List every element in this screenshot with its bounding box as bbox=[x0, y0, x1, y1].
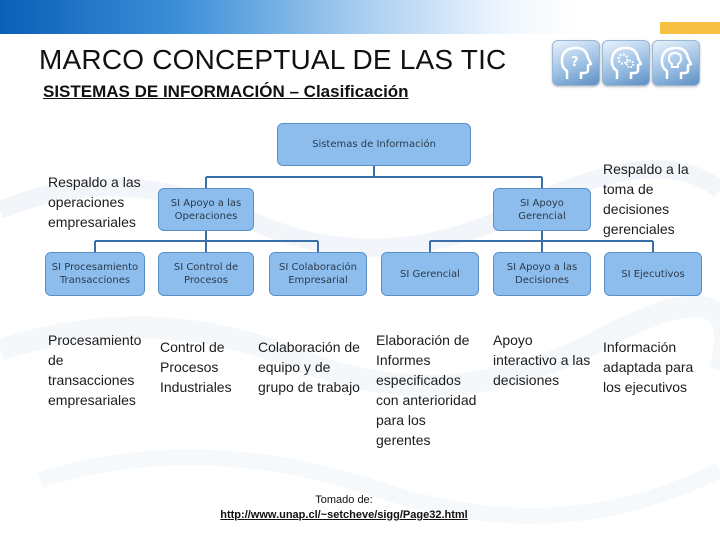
source-label: Tomado de: bbox=[315, 494, 373, 506]
node-label: SI Colaboración Empresarial bbox=[279, 262, 357, 286]
description-colaboracion: Colaboración de equipo y de grupo de trabajo bbox=[258, 339, 360, 395]
left-category-label: Respaldo a las operaciones empresariales bbox=[48, 174, 141, 230]
node-si-procesamiento-transacciones bbox=[45, 252, 145, 296]
node-si-ejecutivos bbox=[604, 252, 702, 296]
slide-title: MARCO CONCEPTUAL DE LAS TIC bbox=[39, 44, 507, 75]
node-si-apoyo-operaciones bbox=[158, 188, 254, 231]
node-label: SI Ejecutivos bbox=[621, 268, 685, 280]
node-sistemas-de-informacion bbox=[277, 123, 471, 166]
source-link[interactable]: http://www.unap.cl/~setcheve/sigg/Page32.html bbox=[220, 509, 468, 521]
node-si-gerencial bbox=[381, 252, 479, 296]
node-label: SI Apoyo a las Decisiones bbox=[506, 262, 578, 286]
description-control: Control de Procesos Industriales bbox=[160, 339, 232, 395]
node-si-apoyo-gerencial bbox=[493, 188, 591, 231]
node-label: SI Apoyo a las Operaciones bbox=[170, 197, 242, 222]
description-procesamiento: Procesamiento de transacciones empresariales bbox=[48, 332, 142, 408]
description-ejecutivos: Información adaptada para los ejecutivos bbox=[603, 339, 694, 395]
node-si-apoyo-decisiones bbox=[493, 252, 591, 296]
slide-subtitle: SISTEMAS DE INFORMACIÓN – Clasificación bbox=[43, 82, 409, 101]
node-si-control-procesos bbox=[158, 252, 254, 296]
node-label: SI Apoyo Gerencial bbox=[518, 197, 566, 222]
description-gerencial: Elaboración de Informes especificados con anterioridad para los gerentes bbox=[376, 332, 477, 448]
right-category-label: Respaldo a la toma de decisiones gerenciales bbox=[603, 161, 689, 237]
node-label: SI Gerencial bbox=[400, 268, 460, 280]
description-decisiones: Apoyo interactivo a las decisiones bbox=[493, 332, 591, 388]
node-label: SI Procesamiento Transacciones bbox=[51, 262, 139, 286]
node-label: Sistemas de Información bbox=[312, 139, 436, 150]
node-label: SI Control de Procesos bbox=[173, 262, 239, 286]
node-si-colaboracion-empresarial bbox=[269, 252, 367, 296]
svg-text:?: ? bbox=[571, 55, 579, 70]
